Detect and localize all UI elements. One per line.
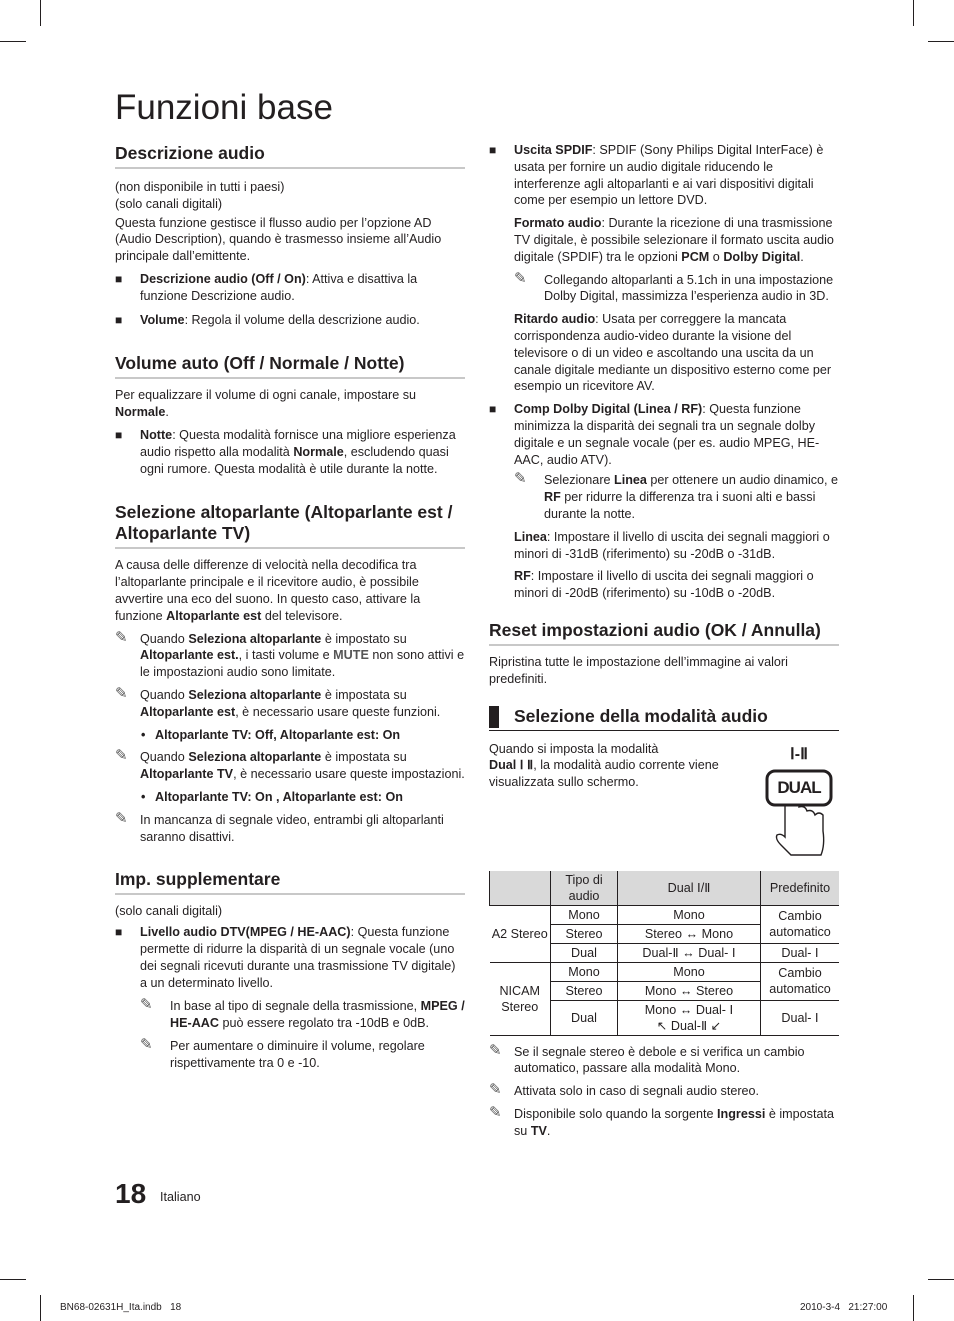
page-title: Funzioni base: [115, 88, 333, 127]
table-cell: Cambio automatico: [761, 905, 840, 943]
note-item: ✎ Disponibile solo quando la sorgente Ingressi è impostata su TV.: [489, 1103, 834, 1138]
pencil-icon: ✎: [115, 809, 128, 827]
table-cell: Cambio automatico: [761, 962, 840, 1000]
crop-mark: [913, 0, 914, 26]
crop-mark: [40, 1295, 41, 1321]
note-item: ✎ In base al tipo di segnale della trasmissione, MPEG / HE-AAC può essere regolato tra -10dB e 0dB.: [140, 996, 465, 1031]
table-header: Tipo di audio: [551, 871, 618, 906]
pencil-icon: ✎: [140, 1035, 153, 1053]
body-text: Ripristina tutte le impostazione dell’immagine ai valori predefiniti.: [489, 654, 788, 686]
pencil-icon: ✎: [115, 628, 128, 646]
page-number: 18: [115, 1178, 147, 1209]
table-cell: Mono ↔ Dual- Ⅰ ↖ Dual-Ⅱ ↙: [618, 1000, 761, 1035]
remote-button-label: DUAL: [777, 777, 821, 797]
sub-bullet: • Altoparlante TV: On , Altoparlante est: On: [141, 789, 403, 804]
note-item: ✎ Selezionare Linea per ottenere un audio dinamico, e RF per ridurre la differenza tra i suoni alti e bassi durante la notte.: [514, 470, 839, 521]
table-cell: A2 Stereo: [490, 905, 551, 962]
table-cell: Dual: [551, 1000, 618, 1035]
pencil-icon: ✎: [115, 684, 128, 702]
table-cell: Stereo ↔ Mono: [618, 924, 761, 943]
crop-mark: [0, 1279, 26, 1280]
section-title: Selezione altoparlante (Altoparlante est / Altoparlante TV): [115, 502, 465, 549]
table-header: Predefinito: [761, 871, 840, 906]
crop-mark: [0, 41, 26, 42]
bullet-item: ■ Uscita SPDIF: SPDIF (Sony Philips Digital InterFace) è usata per fornire un audio digitale riducendo le interferenze agli altoparlanti e ai vari dispositivi digitali come per esempio un lettore DVD.: [489, 143, 824, 208]
pencil-icon: ✎: [514, 269, 527, 287]
body-text: Per equalizzare il volume di ogni canale, impostare su Normale.: [115, 388, 417, 420]
table-cell: Mono ↔ Stereo: [618, 981, 761, 1000]
note-item: ✎ Se il segnale stereo è debole e si verifica un cambio automatico, passare alla modalità Mono.: [489, 1041, 805, 1076]
remote-dual-button-icon: [759, 741, 839, 857]
bullet-item: ■ Descrizione audio (Off / On): Attiva e disattiva la funzione Descrizione audio.: [115, 271, 418, 303]
section-title: Descrizione audio: [115, 143, 465, 169]
table-cell: Mono: [551, 962, 618, 981]
table-cell: Mono: [551, 905, 618, 924]
section-bar-icon: [489, 706, 499, 728]
crop-mark: [928, 1279, 954, 1280]
note-item: ✎ Quando Seleziona altoparlante è impostato su Altoparlante est., i tasti volume e MUTE non sono attivi e le impostazioni audio sono limitate.: [115, 628, 465, 680]
bullet-item: ■ Comp Dolby Digital (Linea / RF): Questa funzione minimizza la disparità dei segnali tra un segnale dolby digitale e un segnale vocale (per es. audio MPEG, HE-AAC, audio ATV).: [489, 402, 820, 467]
dual-mode-block: [489, 741, 839, 857]
bullet-item: ■ Notte: Questa modalità fornisce una migliore esperienza audio rispetto alla modalità Normale, escludendo quasi ogni rumore. Questa modalità è utile durante la notte.: [115, 427, 456, 476]
crop-mark: [40, 0, 41, 26]
bullet-square-icon: ■: [115, 271, 123, 286]
note-item: ✎ Quando Seleziona altoparlante è impostata su Altoparlante est, è necessario usare queste funzioni.: [115, 684, 441, 719]
section-title: Reset impostazioni audio (OK / Annulla): [489, 620, 839, 646]
bullet-item: ■ Volume: Regola il volume della descrizione audio.: [115, 312, 420, 327]
bullet-square-icon: ■: [115, 427, 123, 442]
table-header: [490, 871, 551, 906]
pencil-icon: ✎: [489, 1041, 502, 1059]
left-column: [115, 143, 465, 1077]
audio-mode-table: [489, 871, 839, 1036]
body-text: A causa delle differenze di velocità nella decodifica tra l’altoparlante principale e il ricevitore audio, è possibile avvertire una eco del suono. In questo caso, attivare la funzione Altoparlante est del televisore.: [115, 558, 421, 623]
section-title: Imp. supplementare: [115, 869, 465, 895]
body-text: Formato audio: Durante la ricezione di una trasmissione TV digitale, è possibile selezionare il formato uscita audio digitale (SPDIF) tra le opzioni PCM o Dolby Digital.: [514, 216, 834, 264]
footer-file: BN68-02631H_Ita.indb 18: [60, 1302, 182, 1313]
body-text: Ritardo audio: Usata per correggere la mancata corrispondenza audio-video durante la visione del televisore o di un video e ascoltando una uscita da un canale digitale mediante un dispositivo esterno come per esempio un ricevitore AV.: [514, 312, 832, 394]
pencil-icon: ✎: [489, 1103, 502, 1121]
pencil-icon: ✎: [489, 1081, 502, 1099]
pencil-icon: ✎: [115, 747, 128, 765]
pencil-icon: ✎: [140, 996, 153, 1014]
body-text: Quando si imposta la modalità Dual Ⅰ Ⅱ, la modalità audio corrente viene visualizzata sullo schermo.: [489, 741, 719, 790]
body-text: Questa funzione gestisce il flusso audio per l’opzione AD (Audio Description), quando è trasmesso insieme all’Audio principale dall’emittente.: [115, 215, 442, 264]
right-column: [489, 142, 839, 1146]
body-text: RF: Impostare il livello di uscita dei segnali maggiori o minori di -20dB (riferimento) su -10dB o -20dB.: [514, 569, 814, 601]
table-cell: Dual-Ⅱ ↔ Dual- Ⅰ: [618, 943, 761, 962]
table-cell: NICAM Stereo: [490, 962, 551, 1035]
section-title: Volume auto (Off / Normale / Notte): [115, 353, 465, 379]
table-cell: Mono: [618, 905, 761, 924]
bullet-square-icon: ■: [489, 402, 497, 417]
table-cell: Dual- Ⅰ: [761, 1000, 840, 1035]
bullet-item: ■ Livello audio DTV(MPEG / HE-AAC): Questa funzione permette di ridurre la disparità di un segnale vocale (uno dei segnali ricevuti durante una trasmissione TV digitale) a un determinato livello.: [115, 925, 456, 990]
note-item: ✎ Quando Seleziona altoparlante è impostata su Altoparlante TV, è necessario usare queste impostazioni.: [115, 747, 465, 782]
language-label: Italiano: [160, 1190, 201, 1204]
table-header: Dual Ⅰ/Ⅱ: [618, 871, 761, 906]
pencil-icon: ✎: [514, 470, 527, 488]
note-item: ✎ Per aumentare o diminuire il volume, regolare rispettivamente tra 0 e -10.: [140, 1035, 425, 1070]
crop-mark: [913, 1295, 914, 1321]
table-cell: Stereo: [551, 924, 618, 943]
bullet-square-icon: ■: [115, 312, 123, 327]
remote-top-label: Ⅰ-Ⅱ: [790, 745, 808, 763]
sub-bullet: • Altoparlante TV: Off, Altoparlante est: On: [141, 727, 401, 742]
crop-mark: [928, 41, 954, 42]
table-cell: Dual: [551, 943, 618, 962]
table-cell: Mono: [618, 962, 761, 981]
body-text: Linea: Impostare il livello di uscita dei segnali maggiori o minori di -31dB (riferimento) su -20dB o -31dB.: [514, 529, 830, 561]
note-item: ✎ Attivata solo in caso di segnali audio stereo.: [489, 1081, 760, 1099]
table-cell: Stereo: [551, 981, 618, 1000]
note-item: ✎ Collegando altoparlanti a 5.1ch in una impostazione Dolby Digital, massimizza l’esperienza audio in 3D.: [514, 269, 834, 304]
footer-date: 2010-3-4 21:27:00: [800, 1302, 888, 1313]
bullet-square-icon: ■: [489, 143, 497, 157]
note-text: (solo canali digitali): [115, 904, 223, 919]
note-item: ✎ In mancanza di segnale video, entrambi gli altoparlanti saranno disattivi.: [115, 809, 444, 844]
table-cell: Dual- Ⅰ: [761, 943, 840, 962]
bullet-square-icon: ■: [115, 925, 123, 940]
note-text: (non disponibile in tutti i paesi) (solo canali digitali): [115, 180, 285, 211]
subsection-title: Selezione della modalità audio: [489, 706, 839, 731]
